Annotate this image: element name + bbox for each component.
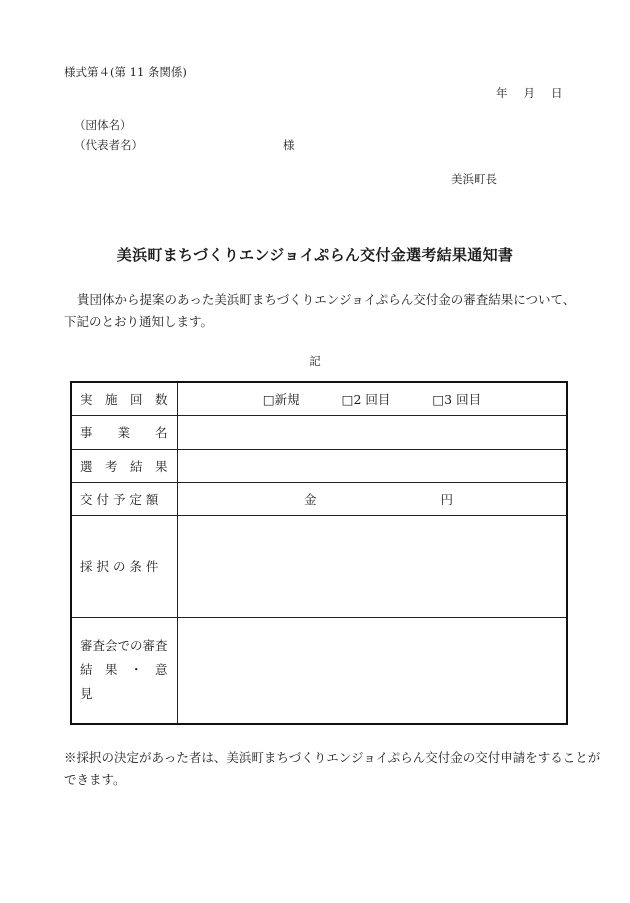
group-name-label: （団体名） <box>74 118 132 132</box>
sender-mayor: 美浜町長 <box>451 172 497 186</box>
date-year: 年 <box>496 86 508 100</box>
amount-prefix: 金 <box>304 491 317 507</box>
project-name-value[interactable] <box>178 415 568 449</box>
selection-result-value[interactable] <box>178 449 568 482</box>
ki-heading: 記 <box>309 354 321 368</box>
honorific: 様 <box>283 138 295 152</box>
grant-amount-value[interactable] <box>178 482 568 515</box>
result-table <box>70 381 568 725</box>
table-row <box>71 382 567 415</box>
form-number: 様式第４(第 11 条関係) <box>64 65 187 79</box>
label-review-opinion <box>71 617 181 724</box>
table-row <box>71 482 567 515</box>
date-month: 月 <box>523 86 535 100</box>
adoption-conditions-value[interactable] <box>178 515 568 617</box>
amount-suffix: 円 <box>440 491 454 507</box>
review-label-line-2: 結 果 ・ 意 見 <box>80 662 181 702</box>
body-line-1: 貴団体から提案のあった美浜町まちづくりエンジョイぷらん交付金の審査結果について、 <box>77 292 576 307</box>
table-row <box>71 617 567 724</box>
label-project-name: 事 業 名 <box>71 415 178 449</box>
review-opinion-value[interactable] <box>178 617 568 724</box>
representative-label: （代表者名） <box>74 138 143 152</box>
table-row <box>71 449 567 482</box>
date-day: 日 <box>551 86 563 100</box>
note-line-2: できます。 <box>64 772 126 787</box>
label-count: 実 施 回 数 <box>71 382 178 415</box>
label-selection-result: 選 考 結 果 <box>71 449 178 482</box>
option-third[interactable]: □3 回目 <box>432 391 482 407</box>
option-new[interactable]: □新規 <box>262 391 300 407</box>
note-line-1: ※採択の決定があった者は、美浜町まちづくりエンジョイぷらん交付金の交付申請をすることが <box>64 750 601 765</box>
table-row <box>71 515 567 617</box>
document-title: 美浜町まちづくりエンジョイぷらん交付金選考結果通知書 <box>116 246 514 264</box>
table-row <box>71 415 567 449</box>
date-line <box>496 85 563 101</box>
label-adoption-conditions: 採 択 の 条 件 <box>71 515 178 617</box>
review-label-line-1: 審査会での審査 <box>80 638 168 654</box>
body-line-2: 下記のとおり通知します。 <box>64 314 214 329</box>
label-grant-amount: 交 付 予 定 額 <box>71 482 178 515</box>
option-second[interactable]: □2 回目 <box>341 391 391 407</box>
count-options <box>178 382 568 415</box>
